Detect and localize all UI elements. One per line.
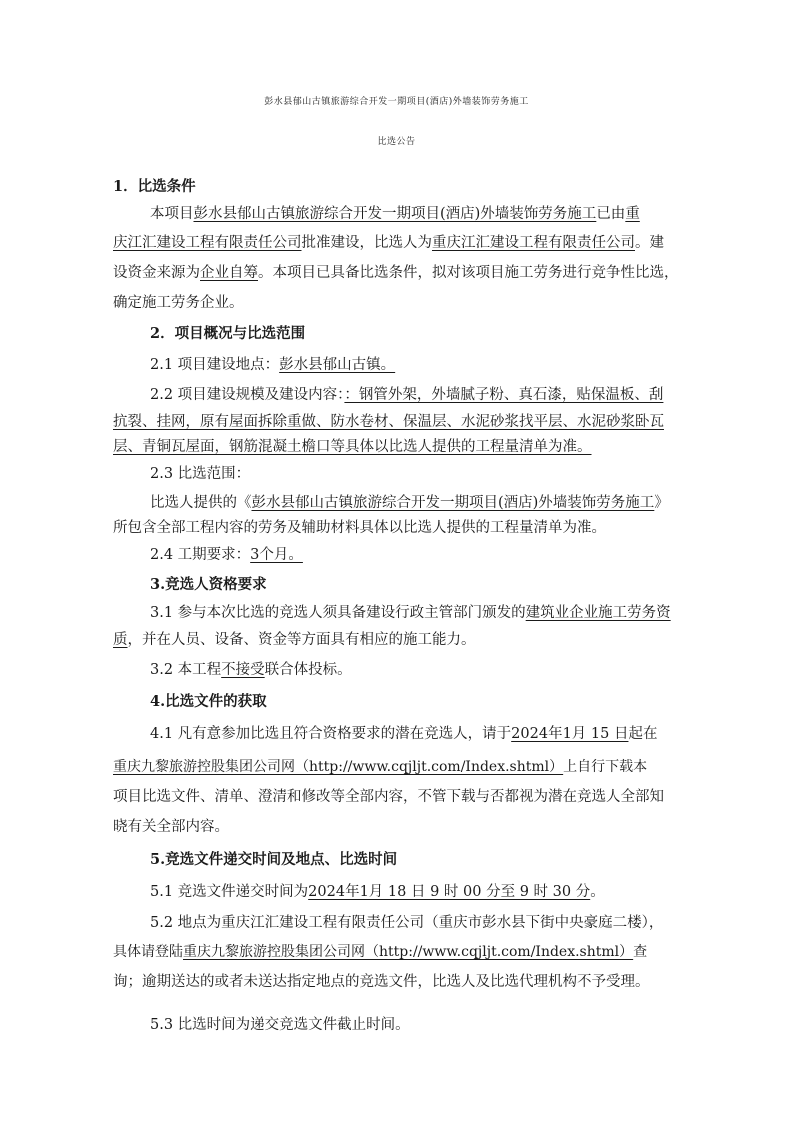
s3-1-line-1: 3.1 参与本次比选的竞选人须具备建设行政主管部门颁发的建筑业企业施工劳务资	[150, 605, 671, 621]
s1-paragraph-line-3: 设资金来源为企业自筹。本项目已具备比选条件，拟对该项目施工劳务进行竞争性比选，	[113, 265, 679, 281]
s2-3-line-2: 所包含全部工程内容的劳务及辅助材料具体以比选人提供的工程量清单为准。	[113, 520, 606, 536]
s2-4-duration: 2.4 工期要求：3个月。	[150, 547, 303, 563]
s1-paragraph-line-1: 本项目彭水县郁山古镇旅游综合开发一期项目(酒店)外墙装饰劳务施工已由重	[150, 206, 640, 222]
document-subtitle: 比选公告	[377, 137, 416, 147]
s2-3-line-1: 比选人提供的《彭水县郁山古镇旅游综合开发一期项目(酒店)外墙装饰劳务施工》	[150, 495, 669, 511]
s2-1-location: 2.1 项目建设地点：彭水县郁山古镇。	[150, 357, 396, 373]
s3-1-line-2: 质，并在人员、设备、资金等方面具有相应的施工能力。	[113, 632, 476, 648]
section-5-heading: 5.竞选文件递交时间及地点、比选时间	[150, 851, 398, 868]
s4-1-line-1: 4.1 凡有意参加比选且符合资格要求的潜在竞选人，请于2024年1月 15 日起在	[150, 726, 658, 742]
s4-1-line-3: 项目比选文件、清单、澄清和修改等全部内容，不管下载与否都视为潜在竞选人全部知	[113, 789, 664, 805]
s2-2-line-1: 2.2 项目建设规模及建设内容：：钢管外架，外墙腻子粉、真石漆，贴保温板、刮	[150, 387, 664, 403]
s5-2-line-3: 询；逾期送达的或者未送达指定地点的竞选文件，比选人及比选代理机构不予受理。	[113, 974, 650, 990]
s3-2: 3.2 本工程不接受联合体投标。	[150, 662, 352, 678]
s5-2-line-2: 具体请登陆重庆九黎旅游控股集团公司网（http://www.cqjljt.com/Index.shtml）查	[113, 944, 648, 960]
s4-1-line-4: 晓有关全部内容。	[113, 819, 229, 835]
section-3-heading: 3.竞选人资格要求	[150, 576, 267, 593]
section-1-heading: 1．比选条件	[113, 178, 196, 195]
s5-2-line-1: 5.2 地点为重庆江汇建设工程有限责任公司（重庆市彭水县下街中央豪庭二楼），	[150, 915, 664, 931]
document-title: 彭水县郁山古镇旅游综合开发一期项目(酒店)外墙装饰劳务施工	[264, 97, 529, 107]
s5-3: 5.3 比选时间为递交竞选文件截止时间。	[150, 1017, 410, 1033]
s4-1-line-2: 重庆九黎旅游控股集团公司网（http://www.cqjljt.com/Index.shtml）上自行下载本	[113, 759, 648, 775]
section-4-heading: 4.比选文件的获取	[150, 693, 267, 710]
s2-2-line-2: 抗裂、挂网，原有屋面拆除重做、防水卷材、保温层、水泥砂浆找平层、水泥砂浆卧瓦	[113, 414, 664, 430]
section-2-heading: 2．项目概况与比选范围	[150, 325, 306, 342]
s2-3-heading: 2.3 比选范围：	[150, 466, 251, 482]
s1-paragraph-line-2: 庆江汇建设工程有限责任公司批准建设，比选人为重庆江汇建设工程有限责任公司。建	[113, 235, 664, 251]
s1-paragraph-line-4: 确定施工劳务企业。	[113, 295, 244, 311]
s2-2-line-3: 层、青铜瓦屋面，钢筋混凝土檐口等具体以比选人提供的工程量清单为准。	[113, 439, 592, 455]
s5-1: 5.1 竞选文件递交时间为2024年1月 18 日 9 时 00 分至 9 时 30 分。	[150, 884, 605, 900]
